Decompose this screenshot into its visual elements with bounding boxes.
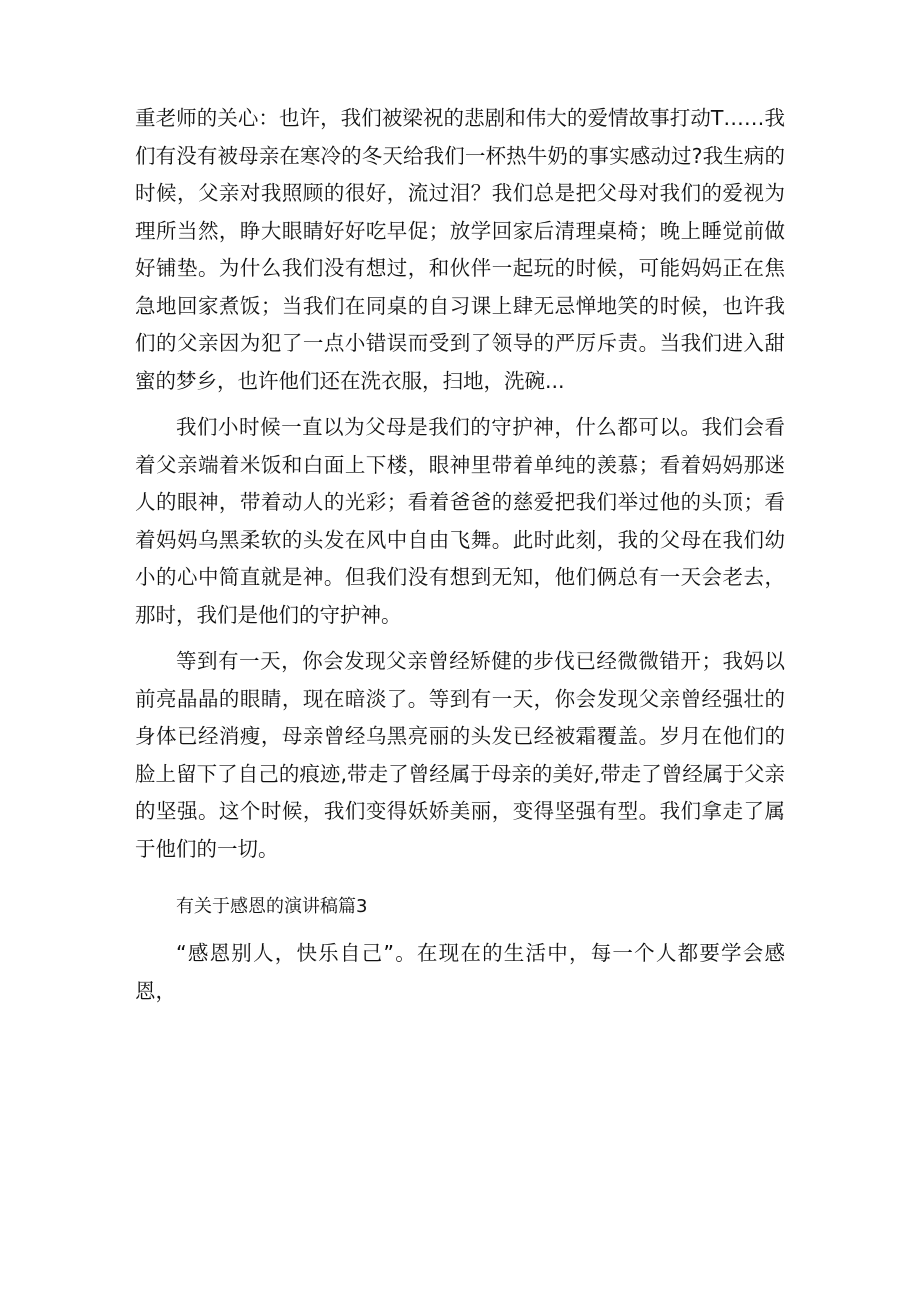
paragraph-2: 我们小时候一直以为父母是我们的守护神，什么都可以。我们会看着父亲端着米饭和白面上下楼，眼神里带着单纯的羡慕；看着妈妈那迷人的眼神，带着动人的光彩；看着爸爸的慈爱把我们举过他的头顶；看着妈妈乌黑柔软的头发在风中自由飞舞。此时此刻，我的父母在我们幼小的心中简直就是神。但我们没有想到无知，他们俩总有一天会老去，那时，我们是他们的守护神。 xyxy=(135,415,785,627)
paragraph-3: 等到有一天，你会发现父亲曾经矫健的步伐已经微微错开；我妈以前亮晶晶的眼睛，现在暗淡了。等到有一天，你会发现父亲曾经强壮的身体已经消瘦，母亲曾经乌黑亮丽的头发已经被霜覆盖。岁月在他们的脸上留下了自己的痕迹,带走了曾经属于母亲的美好,带走了曾经属于父亲的坚强。这个时候，我们变得妖娇美丽，变得坚强有型。我们拿走了属于他们的一切。 xyxy=(135,649,785,861)
document-body xyxy=(135,100,785,1010)
section-heading: 有关于感恩的演讲稿篇3 xyxy=(176,896,368,917)
paragraph-4: “感恩别人，快乐自己”。在现在的生活中，每一个人都要学会感恩， xyxy=(135,941,785,1003)
paragraph-1: 重老师的关心：也许，我们被梁祝的悲剧和伟大的爱情故事打动T……我们有没有被母亲在寒冷的冬天给我们一杯热牛奶的事实感动过?我生病的时候，父亲对我照顾的很好，流过泪？我们总是把父母对我们的爱视为理所当然，睁大眼睛好好吃早促；放学回家后清理桌椅；晚上睡觉前做好铺垫。为什么我们没有想过，和伙伴一起玩的时候，可能妈妈正在焦急地回家煮饭；当我们在同桌的自习课上肆无忌惮地笑的时候，也许我们的父亲因为犯了一点小错误而受到了领导的严厉斥责。当我们进入甜蜜的梦乡，也许他们还在洗衣服，扫地，洗碗... xyxy=(135,106,785,393)
